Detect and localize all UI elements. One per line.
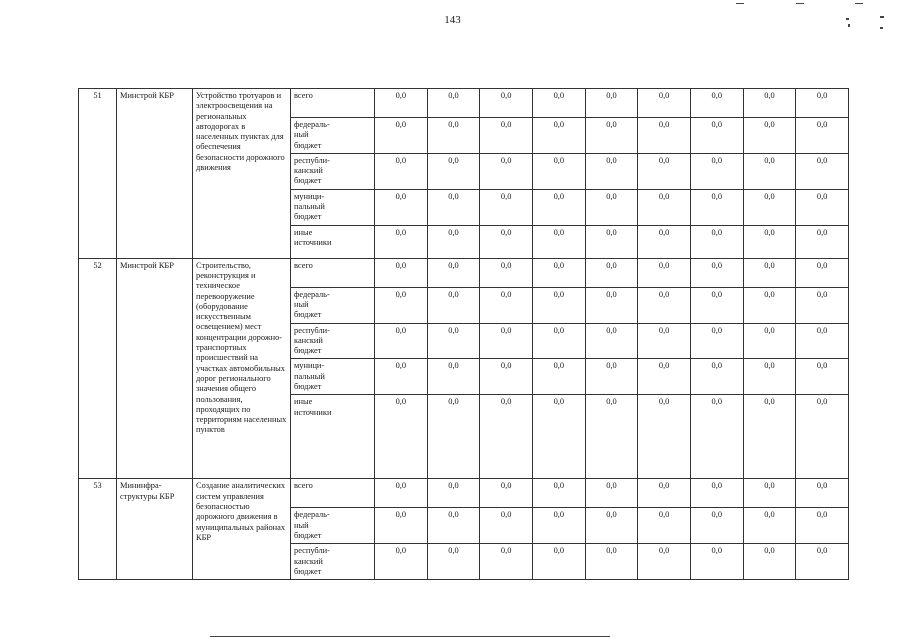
value-cell: 0,0 [375, 258, 428, 287]
value-cell: 0,0 [743, 359, 796, 395]
funding-source-cell: республи- канский бюджет [291, 153, 375, 189]
value-cell: 0,0 [690, 153, 743, 189]
funding-source-cell: федераль- ный бюджет [291, 287, 375, 323]
value-cell: 0,0 [532, 118, 585, 154]
value-cell: 0,0 [375, 287, 428, 323]
value-cell: 0,0 [375, 89, 428, 118]
value-cell: 0,0 [480, 544, 533, 580]
value-cell: 0,0 [532, 479, 585, 508]
value-cell: 0,0 [638, 508, 691, 544]
value-cell: 0,0 [638, 225, 691, 258]
value-cell: 0,0 [690, 89, 743, 118]
row-number: 53 [79, 479, 117, 580]
value-cell: 0,0 [375, 118, 428, 154]
value-cell: 0,0 [427, 508, 480, 544]
value-cell: 0,0 [427, 395, 480, 479]
value-cell: 0,0 [427, 323, 480, 359]
value-cell: 0,0 [743, 544, 796, 580]
value-cell: 0,0 [532, 359, 585, 395]
value-cell: 0,0 [375, 544, 428, 580]
value-cell: 0,0 [585, 479, 638, 508]
value-cell: 0,0 [690, 225, 743, 258]
value-cell: 0,0 [480, 118, 533, 154]
value-cell: 0,0 [690, 359, 743, 395]
executor-cell: Минстрой КБР [117, 258, 193, 479]
value-cell: 0,0 [638, 359, 691, 395]
executor-cell: Минстрой КБР [117, 89, 193, 259]
value-cell: 0,0 [480, 153, 533, 189]
value-cell: 0,0 [796, 479, 849, 508]
funding-source-cell: всего [291, 89, 375, 118]
value-cell: 0,0 [585, 89, 638, 118]
value-cell: 0,0 [690, 544, 743, 580]
value-cell: 0,0 [427, 189, 480, 225]
value-cell: 0,0 [743, 323, 796, 359]
value-cell: 0,0 [532, 544, 585, 580]
value-cell: 0,0 [532, 153, 585, 189]
value-cell: 0,0 [690, 508, 743, 544]
value-cell: 0,0 [743, 225, 796, 258]
value-cell: 0,0 [532, 287, 585, 323]
value-cell: 0,0 [638, 395, 691, 479]
value-cell: 0,0 [638, 153, 691, 189]
value-cell: 0,0 [427, 287, 480, 323]
scan-mark [846, 18, 849, 20]
scan-mark [796, 3, 804, 4]
value-cell: 0,0 [375, 189, 428, 225]
value-cell: 0,0 [638, 323, 691, 359]
value-cell: 0,0 [638, 89, 691, 118]
value-cell: 0,0 [480, 359, 533, 395]
value-cell: 0,0 [532, 508, 585, 544]
value-cell: 0,0 [796, 118, 849, 154]
value-cell: 0,0 [375, 153, 428, 189]
value-cell: 0,0 [375, 359, 428, 395]
description-cell: Устройство тротуаров и электроосвещения на региональных автодорогах в населенных пунктах для обеспечения безопасности дорожного движения [193, 89, 291, 259]
value-cell: 0,0 [427, 479, 480, 508]
value-cell: 0,0 [375, 395, 428, 479]
value-cell: 0,0 [638, 544, 691, 580]
value-cell: 0,0 [690, 323, 743, 359]
value-cell: 0,0 [480, 89, 533, 118]
value-cell: 0,0 [375, 323, 428, 359]
value-cell: 0,0 [690, 258, 743, 287]
value-cell: 0,0 [796, 395, 849, 479]
value-cell: 0,0 [532, 89, 585, 118]
value-cell: 0,0 [427, 225, 480, 258]
value-cell: 0,0 [585, 258, 638, 287]
value-cell: 0,0 [796, 153, 849, 189]
value-cell: 0,0 [480, 258, 533, 287]
value-cell: 0,0 [375, 508, 428, 544]
value-cell: 0,0 [585, 153, 638, 189]
value-cell: 0,0 [796, 258, 849, 287]
value-cell: 0,0 [427, 258, 480, 287]
value-cell: 0,0 [585, 544, 638, 580]
value-cell: 0,0 [796, 287, 849, 323]
budget-table [78, 88, 849, 580]
value-cell: 0,0 [743, 153, 796, 189]
value-cell: 0,0 [796, 544, 849, 580]
value-cell: 0,0 [585, 508, 638, 544]
value-cell: 0,0 [690, 287, 743, 323]
scan-mark [880, 16, 884, 18]
value-cell: 0,0 [375, 225, 428, 258]
executor-cell: Мининфра- структуры КБР [117, 479, 193, 580]
funding-source-cell: иные источники [291, 225, 375, 258]
scan-mark [210, 636, 610, 637]
value-cell: 0,0 [638, 287, 691, 323]
scan-mark [848, 24, 850, 27]
value-cell: 0,0 [796, 89, 849, 118]
value-cell: 0,0 [427, 544, 480, 580]
value-cell: 0,0 [585, 225, 638, 258]
value-cell: 0,0 [796, 189, 849, 225]
value-cell: 0,0 [743, 258, 796, 287]
value-cell: 0,0 [585, 395, 638, 479]
scan-mark [855, 3, 863, 4]
value-cell: 0,0 [585, 323, 638, 359]
value-cell: 0,0 [796, 225, 849, 258]
value-cell: 0,0 [796, 359, 849, 395]
value-cell: 0,0 [638, 258, 691, 287]
funding-source-cell: федераль- ный бюджет [291, 118, 375, 154]
value-cell: 0,0 [585, 287, 638, 323]
funding-source-cell: муници- пальный бюджет [291, 189, 375, 225]
value-cell: 0,0 [585, 359, 638, 395]
value-cell: 0,0 [690, 118, 743, 154]
value-cell: 0,0 [532, 189, 585, 225]
funding-source-cell: иные источники [291, 395, 375, 479]
description-cell: Создание аналитических систем управления безопасностью дорожного движения в муниципальных районах КБР [193, 479, 291, 580]
value-cell: 0,0 [585, 189, 638, 225]
value-cell: 0,0 [480, 479, 533, 508]
value-cell: 0,0 [743, 189, 796, 225]
value-cell: 0,0 [690, 479, 743, 508]
scan-mark [880, 27, 883, 29]
value-cell: 0,0 [427, 118, 480, 154]
value-cell: 0,0 [743, 395, 796, 479]
value-cell: 0,0 [743, 508, 796, 544]
row-number: 51 [79, 89, 117, 259]
funding-source-cell: муници- пальный бюджет [291, 359, 375, 395]
page-number: 143 [444, 14, 461, 26]
table-row [79, 479, 849, 508]
table-row [79, 258, 849, 287]
value-cell: 0,0 [532, 258, 585, 287]
value-cell: 0,0 [480, 225, 533, 258]
value-cell: 0,0 [638, 189, 691, 225]
description-cell: Строительство, реконструкция и техническое перевооружение (оборудование искусственным освещением) мест концентрации дорожно-транспортных происшествий на участках автомобильных дорог регионального значения общего пользования, проходящих по территориям населенных пунктов [193, 258, 291, 479]
value-cell: 0,0 [690, 189, 743, 225]
value-cell: 0,0 [480, 189, 533, 225]
value-cell: 0,0 [585, 118, 638, 154]
value-cell: 0,0 [638, 118, 691, 154]
value-cell: 0,0 [796, 508, 849, 544]
value-cell: 0,0 [743, 118, 796, 154]
value-cell: 0,0 [743, 479, 796, 508]
value-cell: 0,0 [427, 89, 480, 118]
value-cell: 0,0 [480, 395, 533, 479]
value-cell: 0,0 [532, 395, 585, 479]
value-cell: 0,0 [427, 153, 480, 189]
value-cell: 0,0 [743, 89, 796, 118]
value-cell: 0,0 [375, 479, 428, 508]
funding-source-cell: республи- канский бюджет [291, 323, 375, 359]
value-cell: 0,0 [480, 287, 533, 323]
row-number: 52 [79, 258, 117, 479]
value-cell: 0,0 [480, 323, 533, 359]
table-row [79, 89, 849, 118]
value-cell: 0,0 [690, 395, 743, 479]
value-cell: 0,0 [532, 225, 585, 258]
funding-source-cell: всего [291, 258, 375, 287]
value-cell: 0,0 [480, 508, 533, 544]
value-cell: 0,0 [427, 359, 480, 395]
funding-source-cell: федераль- ный бюджет [291, 508, 375, 544]
funding-source-cell: всего [291, 479, 375, 508]
value-cell: 0,0 [532, 323, 585, 359]
value-cell: 0,0 [638, 479, 691, 508]
value-cell: 0,0 [743, 287, 796, 323]
scan-mark [736, 3, 744, 4]
funding-source-cell: республи- канский бюджет [291, 544, 375, 580]
value-cell: 0,0 [796, 323, 849, 359]
